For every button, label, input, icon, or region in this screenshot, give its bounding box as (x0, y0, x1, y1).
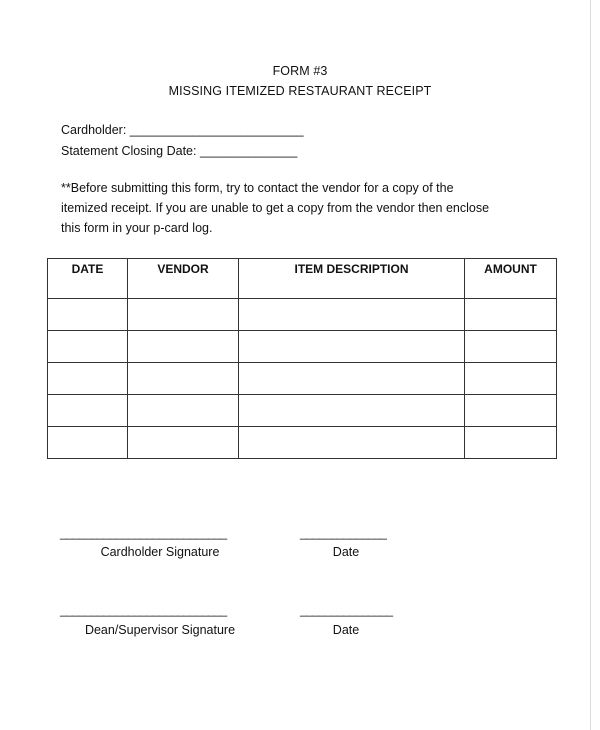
header-amount: AMOUNT (465, 259, 557, 299)
cell-amount[interactable] (465, 427, 557, 459)
cell-item-description[interactable] (239, 331, 465, 363)
cell-amount[interactable] (465, 331, 557, 363)
dean-signature-line[interactable]: ___________________________ (60, 603, 227, 617)
cell-item-description[interactable] (239, 395, 465, 427)
cardholder-signature-label: Cardholder Signature (100, 545, 220, 559)
table-header-row (48, 259, 557, 299)
cell-date[interactable] (48, 395, 128, 427)
cardholder-date-label: Date (332, 545, 360, 559)
table-row (48, 331, 557, 363)
header-date: DATE (48, 259, 128, 299)
cell-vendor[interactable] (128, 427, 239, 459)
table-row (48, 363, 557, 395)
table-row (48, 395, 557, 427)
table-row (48, 427, 557, 459)
cell-item-description[interactable] (239, 363, 465, 395)
cell-amount[interactable] (465, 299, 557, 331)
cell-amount[interactable] (465, 363, 557, 395)
dean-signature-label: Dean/Supervisor Signature (84, 623, 236, 637)
page-edge (590, 0, 591, 730)
cell-date[interactable] (48, 363, 128, 395)
header-vendor: VENDOR (128, 259, 239, 299)
cell-item-description[interactable] (239, 427, 465, 459)
cell-vendor[interactable] (128, 363, 239, 395)
cell-date[interactable] (48, 427, 128, 459)
form-number: FORM #3 (272, 64, 328, 78)
cell-item-description[interactable] (239, 299, 465, 331)
cardholder-date-line[interactable]: ______________ (300, 526, 387, 540)
statement-closing-date-field: Statement Closing Date: ______________ (61, 144, 298, 158)
form-title: MISSING ITEMIZED RESTAURANT RECEIPT (168, 84, 432, 98)
cell-vendor[interactable] (128, 395, 239, 427)
dean-date-label: Date (332, 623, 360, 637)
cardholder-signature-line[interactable]: ___________________________ (60, 526, 227, 540)
cell-vendor[interactable] (128, 331, 239, 363)
cardholder-field: Cardholder: _________________________ (61, 123, 304, 137)
instructions-line-3: this form in your p-card log. (61, 221, 213, 235)
cell-vendor[interactable] (128, 299, 239, 331)
cell-date[interactable] (48, 331, 128, 363)
cell-amount[interactable] (465, 395, 557, 427)
table-row (48, 299, 557, 331)
header-item-description: ITEM DESCRIPTION (239, 259, 465, 299)
instructions-line-1: **Before submitting this form, try to contact the vendor for a copy of the (61, 181, 454, 195)
dean-date-line[interactable]: _______________ (300, 603, 393, 617)
cell-date[interactable] (48, 299, 128, 331)
instructions-line-2: itemized receipt. If you are unable to get a copy from the vendor then enclose (61, 201, 490, 215)
items-table (47, 258, 557, 459)
